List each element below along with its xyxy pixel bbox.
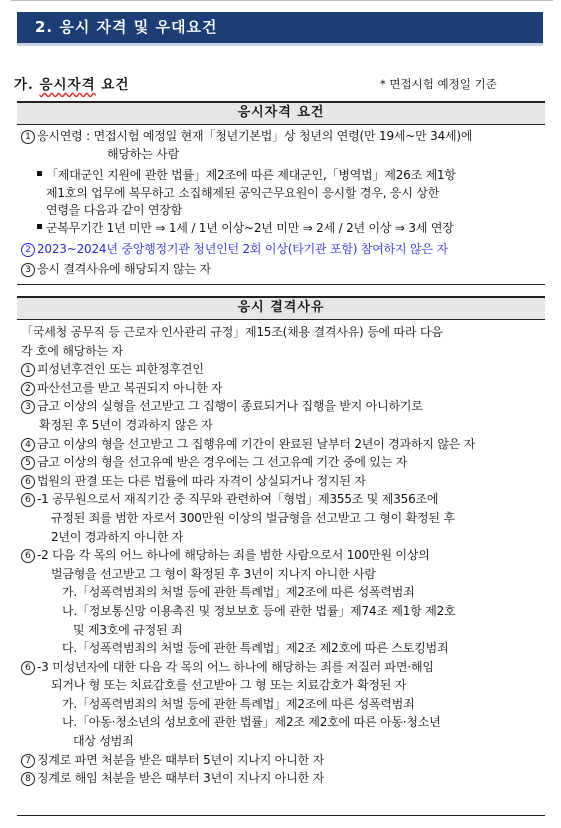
- circled-number: 4: [21, 438, 35, 452]
- circled-number: 6: [21, 661, 35, 675]
- disq-item-3: [21, 397, 541, 416]
- qualification-item-2: [21, 241, 541, 259]
- disq-item-7: [21, 751, 541, 770]
- item-text: 가.「성폭력범죄의 처벌 등에 관한 특례법」제2조에 따른 성폭력범죄: [62, 696, 415, 711]
- item-text: 나.「아동·청소년의 성보호에 관한 법률」제2조 제2호에 따른 아동·청소년: [62, 715, 441, 730]
- item-text: 되거나 형 또는 치료감호를 선고받아 그 형 또는 치료감호가 확정된 자: [51, 678, 407, 693]
- item-text: 다음 각 목의 어느 하나에 해당하는 죄를 범한 사람으로서 100만원 이상의: [52, 548, 430, 563]
- item-text: 응시 결격사유에 해당되지 않는 자: [37, 262, 211, 277]
- subsection-suffix: 요건: [95, 77, 130, 93]
- item-text: 다.「성폭력범죄의 처벌 등에 관한 특례법」제2조 제2호에 따른 스토킹범죄: [62, 641, 449, 656]
- item-text: 2년이 경과하지 아니한 자: [51, 529, 184, 544]
- item-text: 징계로 해임 처분을 받은 때부터 3년이 지나지 아니한 자: [37, 771, 324, 786]
- circled-number: 3: [21, 263, 35, 277]
- qualification-item-3: [21, 261, 541, 279]
- subsection-prefix: 가.: [14, 77, 40, 93]
- item-text: 해당하는 사람: [107, 146, 179, 161]
- subsection-title: [14, 73, 129, 93]
- disqualification-header: 응시 결격사유: [17, 296, 545, 320]
- reference-date-note: * 면접시험 예정일 기준: [380, 77, 497, 91]
- item-text: 2023~2024년 중앙행정기관 청년인턴 2회 이상(타기관 포함) 참여하지 않은 자: [37, 241, 448, 256]
- disq-item-1: [21, 360, 541, 379]
- qualification-header: 응시자격 요건: [17, 101, 545, 125]
- item-text: 미성년자에 대한 다음 각 목의 어느 하나에 해당하는 죄를 저질러 파면·해임: [52, 659, 434, 674]
- circled-number: 2: [21, 243, 35, 257]
- item-text: 가.「성폭력범죄의 처벌 등에 관한 특례법」제2조에 따른 성폭력범죄: [62, 585, 415, 600]
- disq-item-5: [21, 453, 541, 472]
- item-text: 나.「정보통신망 이용촉진 및 정보보호 등에 관한 법률」제74조 제1항 제2호: [62, 603, 456, 618]
- disq-item-6-1-cont: [21, 509, 541, 528]
- qualification-item-1: [21, 128, 541, 146]
- disq-item-6-2: [21, 546, 541, 565]
- subsection-main: 응시자격: [39, 77, 96, 93]
- qualification-bullet-2: [21, 220, 541, 238]
- section-header-accent: [17, 43, 543, 46]
- item-text: 벌금형을 선고받고 그 형이 확정된 후 3년이 지나지 아니한 사람: [51, 566, 376, 581]
- qualification-bullet-1: [21, 167, 541, 185]
- item-text: 공무원으로서 재직기간 중 직무와 관련하여「형법」제355조 및 제356조에: [52, 492, 439, 507]
- disq-item-6-3-cont: [21, 676, 541, 695]
- disq-item-6-3-a: [21, 695, 541, 714]
- item-text: 대상 성범죄: [73, 734, 134, 749]
- disq-item-6-2-b: [21, 602, 541, 621]
- item-text: 징계로 파면 처분을 받은 때부터 5년이 지나지 아니한 자: [37, 752, 324, 767]
- disq-item-6-2-cont: [21, 565, 541, 584]
- circled-number: 2: [21, 382, 35, 396]
- page-edge: [11, 0, 553, 1]
- disq-item-3-cont: [21, 416, 541, 435]
- circled-number: 1: [21, 363, 35, 377]
- disq-item-6-2-b-cont: [21, 621, 541, 640]
- circled-number: 6: [21, 493, 35, 507]
- item-text: 금고 이상의 형을 선고유예 받은 경우에는 그 선고유예 기간 중에 있는 자: [37, 455, 408, 470]
- circled-number: 3: [21, 400, 35, 414]
- qualification-body: [17, 125, 545, 279]
- item-text: 규정된 죄를 범한 자로서 300만원 이상의 벌금형을 선고받고 그 형이 확정된 후: [51, 510, 455, 525]
- item-text: 법원의 판결 또는 다른 법률에 따라 자격이 상실되거나 정지된 자: [37, 473, 366, 488]
- disq-item-8: [21, 769, 541, 788]
- section-title: 2. 응시 자격 및 우대요건: [35, 18, 218, 36]
- circled-number: 6: [21, 549, 35, 563]
- item-text: 및 제3호에 규정된 죄: [73, 622, 183, 637]
- square-bullet-icon: [37, 171, 42, 176]
- disq-item-6-1-cont: [21, 528, 541, 547]
- disq-item-6-3-b: [21, 713, 541, 732]
- disq-item-6: [21, 472, 541, 491]
- circled-number: 7: [21, 754, 35, 768]
- item-text: 각 호에 해당하는 자: [21, 343, 123, 358]
- qualification-box: [17, 101, 545, 285]
- disq-item-6-2-a: [21, 583, 541, 602]
- item-text: 금고 이상의 실형을 선고받고 그 집행이 종료되거나 집행을 받지 아니하기로: [37, 399, 423, 414]
- disqualification-body: [17, 320, 545, 788]
- item-text: 금고 이상의 형을 선고받고 그 집행유예 기간이 완료된 날부터 2년이 경과하지 않은 자: [37, 436, 476, 451]
- qualification-item-1-cont: [21, 146, 541, 164]
- disq-item-4: [21, 435, 541, 454]
- disq-item-6-3-b-cont: [21, 732, 541, 751]
- item-text: 피성년후견인 또는 피한정후견인: [37, 362, 204, 377]
- section-header: [17, 12, 543, 43]
- item-text: 응시연령 : 면접시험 예정일 현재「청년기본법」상 청년의 연령(만 19세~만 34세)에: [37, 129, 473, 143]
- circled-number: 1: [21, 130, 35, 144]
- item-text: 제1호의 업무에 복무하고 소집해제된 공익근무요원이 응시할 경우, 응시 상한: [46, 185, 440, 200]
- disq-item-6-3: [21, 658, 541, 677]
- qualification-bullet-1-cont: [21, 202, 541, 220]
- disq-item-6-1: [21, 490, 541, 509]
- item-suffix: -1: [37, 492, 49, 507]
- circled-number: 6: [21, 475, 35, 489]
- item-suffix: -3: [37, 659, 49, 674]
- item-text: 「제대군인 지원에 관한 법률」제2조에 따른 제대군인,「병역법」제26조 제1항: [46, 168, 456, 183]
- square-bullet-icon: [37, 224, 42, 229]
- item-text: 연령을 다음과 같이 연장함: [46, 203, 183, 218]
- disqualification-box: [17, 296, 545, 816]
- item-text: 확정된 후 5년이 경과하지 않은 자: [39, 417, 213, 432]
- disq-item-6-2-c: [21, 639, 541, 658]
- circled-number: 8: [21, 772, 35, 786]
- item-text: 군복무기간 1년 미만 ⇒ 1세 / 1년 이상~2년 미만 ⇒ 2세 / 2년 이상 ⇒ 3세 연장: [46, 220, 454, 235]
- item-text: 파산선고를 받고 복권되지 아니한 자: [37, 380, 223, 395]
- disq-item-2: [21, 379, 541, 398]
- qualification-bullet-1-cont: [21, 185, 541, 203]
- disq-intro-cont: [21, 342, 541, 361]
- item-suffix: -2: [37, 548, 49, 563]
- item-text: 「국세청 공무직 등 근로자 인사관리 규정」제15조(채용 결격사유) 등에 따라 다음: [21, 325, 443, 339]
- circled-number: 5: [21, 456, 35, 470]
- disq-intro: [21, 323, 541, 342]
